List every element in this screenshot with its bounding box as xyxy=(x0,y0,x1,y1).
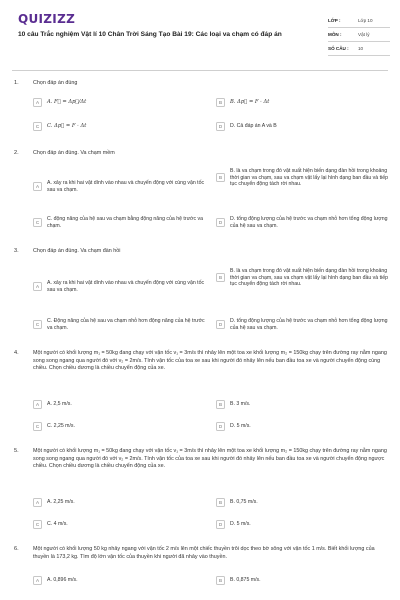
document-header xyxy=(0,0,400,70)
option-text: D. Cả đáp án A và B xyxy=(230,123,277,130)
option-c[interactable] xyxy=(33,520,209,529)
option-letter: D xyxy=(216,122,225,131)
question-text: Chọn đáp án đúng. Va chạm đàn hồi xyxy=(33,248,121,254)
option-a[interactable] xyxy=(33,180,209,193)
header-divider xyxy=(12,70,388,71)
question-text: Chọn đáp án đúng xyxy=(33,80,78,86)
question-number: 2. xyxy=(14,150,19,156)
question-number: 3. xyxy=(14,248,19,254)
option-letter: B xyxy=(216,576,225,585)
option-d[interactable] xyxy=(216,520,392,529)
option-c[interactable] xyxy=(33,318,209,331)
option-text: A. F⃗ = Δp⃗/Δt xyxy=(47,99,87,106)
option-text: B. 3 m/s. xyxy=(230,401,251,408)
option-letter: B xyxy=(216,98,225,107)
option-letter: D xyxy=(216,218,225,227)
page-title: 10 câu Trắc nghiệm Vật lí 10 Chân Trời Sáng Tạo Bài 19: Các loại va chạm có đáp án xyxy=(18,31,282,38)
question-number: 1. xyxy=(14,80,19,86)
option-letter: B xyxy=(216,173,225,182)
option-text: C. Động năng của hệ sau va chạm nhỏ hơn động năng của hệ trước va chạm. xyxy=(47,318,205,331)
option-a[interactable] xyxy=(33,576,209,585)
option-text: C. 2,25 m/s. xyxy=(47,423,75,430)
option-b[interactable] xyxy=(216,268,392,288)
option-d[interactable] xyxy=(216,318,392,331)
option-a[interactable] xyxy=(33,98,209,107)
option-a[interactable] xyxy=(33,498,209,507)
question-text: Một người có khối lượng 50 kg nhảy ngang với vận tốc 2 m/s lên một chiếc thuyền trôi dọc theo bờ sông với vận tốc 1 m/s. Biết khối lượng của thuyền là 173,2 kg. Tìm độ lớn vận tốc của thuyền khi người đã nhảy vào thuyền. xyxy=(33,546,375,560)
meta-row-subject xyxy=(328,28,390,42)
option-d[interactable] xyxy=(216,216,392,229)
option-text: B. là va chạm trong đó vật xuất hiện biến dạng đàn hồi trong khoảng thời gian va chạm, sau va chạm vật lấy lại hình dạng ban đầu và tiếp tục chuyển động tách rời nhau. xyxy=(230,168,388,188)
option-c[interactable] xyxy=(33,422,209,431)
option-b[interactable] xyxy=(216,98,392,107)
question-text: Một người có khối lượng m₁ = 50kg đang chạy với vận tốc v₁ = 3m/s thì nhảy lên một toa xe khối lượng m₂ = 150kg chạy trên đường ray nằm ngang song song ngang qua người đó với v₂ = 2m/s. Tính vận tốc của toa xe sau khi người đó nhảy lên nếu ban đầu toa xe và người chuyển động cùng chiều. Chọn chiều dương là chiều chuyển động của xe. xyxy=(33,350,387,372)
option-text: D. tổng động lượng của hệ trước va chạm nhỏ hơn tổng động lượng của hệ sau va chạm. xyxy=(230,318,388,331)
option-letter: A xyxy=(33,182,42,191)
option-text: B. Δp⃗ = F · Δt xyxy=(230,99,270,106)
question-text: Chọn đáp án đúng. Va chạm mềm xyxy=(33,150,115,156)
option-letter: C xyxy=(33,320,42,329)
option-b[interactable] xyxy=(216,400,392,409)
option-letter: A xyxy=(33,576,42,585)
quizizz-logo: QUIZIZZ xyxy=(18,12,76,26)
option-text: A. 2,25 m/s. xyxy=(47,499,75,506)
option-letter: B xyxy=(216,498,225,507)
option-letter: C xyxy=(33,422,42,431)
option-letter: A xyxy=(33,400,42,409)
option-b[interactable] xyxy=(216,498,392,507)
question-text: Một người có khối lượng m₁ = 50kg đang chạy với vận tốc v₁ = 3m/s thì nhảy lên một toa xe khối lượng m₂ = 150kg chạy trên đường ray nằm ngang song song ngang qua người đó với v₂ = 2m/s. Tính vận tốc của toa xe sau khi người đó nhảy lên nếu ban đầu toa xe và người chuyển động ngược chiều. Chọn chiều dương là chiều chuyển động của xe. xyxy=(33,448,387,470)
option-letter: D xyxy=(216,422,225,431)
option-text: C. 4 m/s. xyxy=(47,521,68,528)
option-text: C. Δp⃗ = F · Δt xyxy=(47,123,87,130)
option-b[interactable] xyxy=(216,576,392,585)
meta-value: Lớp 10 xyxy=(358,18,373,23)
option-letter: A xyxy=(33,98,42,107)
option-text: D. tổng động lượng của hệ trước va chạm nhỏ hơn tổng động lượng của hệ sau va chạm. xyxy=(230,216,388,229)
meta-row-count xyxy=(328,42,390,56)
option-text: A. xảy ra khi hai vật dính vào nhau và chuyển động với cùng vận tốc sau va chạm. xyxy=(47,280,205,293)
meta-value: Vật lý xyxy=(358,32,370,37)
option-text: D. 5 m/s. xyxy=(230,423,251,430)
option-d[interactable] xyxy=(216,122,392,131)
option-text: B. 0,875 m/s. xyxy=(230,577,261,584)
option-letter: D xyxy=(216,520,225,529)
option-letter: C xyxy=(33,218,42,227)
question-number: 4. xyxy=(14,350,19,356)
option-letter: A xyxy=(33,498,42,507)
option-text: C. động năng của hệ sau va chạm bằng động năng của hệ trước va chạm. xyxy=(47,216,203,229)
option-letter: B xyxy=(216,273,225,282)
meta-key: SỐ CÂU : xyxy=(328,46,349,51)
meta-row-class xyxy=(328,14,390,28)
question-number: 5. xyxy=(14,448,19,454)
option-text: D. 5 m/s. xyxy=(230,521,251,528)
option-text: A. 0,896 m/s. xyxy=(47,577,78,584)
option-text: B. 0,75 m/s. xyxy=(230,499,258,506)
option-d[interactable] xyxy=(216,422,392,431)
meta-key: MÔN : xyxy=(328,32,342,37)
option-letter: C xyxy=(33,520,42,529)
option-letter: A xyxy=(33,282,42,291)
option-b[interactable] xyxy=(216,168,392,188)
meta-info-panel xyxy=(328,14,390,56)
option-letter: B xyxy=(216,400,225,409)
option-text: A. xảy ra khi hai vật dính vào nhau và chuyển động với cùng vận tốc sau va chạm. xyxy=(47,180,205,193)
option-letter: D xyxy=(216,320,225,329)
meta-key: LỚP : xyxy=(328,18,341,23)
meta-value: 10 xyxy=(358,46,364,51)
option-a[interactable] xyxy=(33,400,209,409)
option-c[interactable] xyxy=(33,216,209,229)
option-text: A. 2,5 m/s. xyxy=(47,401,72,408)
option-a[interactable] xyxy=(33,280,209,293)
question-number: 6. xyxy=(14,546,19,552)
option-text: B. là va chạm trong đó vật xuất hiện biến dạng đàn hồi trong khoảng thời gian va chạm, sau va chạm vật lấy lại hình dạng ban đầu và tiếp tục chuyển động tách rời nhau. xyxy=(230,268,388,288)
option-c[interactable] xyxy=(33,122,209,131)
option-letter: C xyxy=(33,122,42,131)
